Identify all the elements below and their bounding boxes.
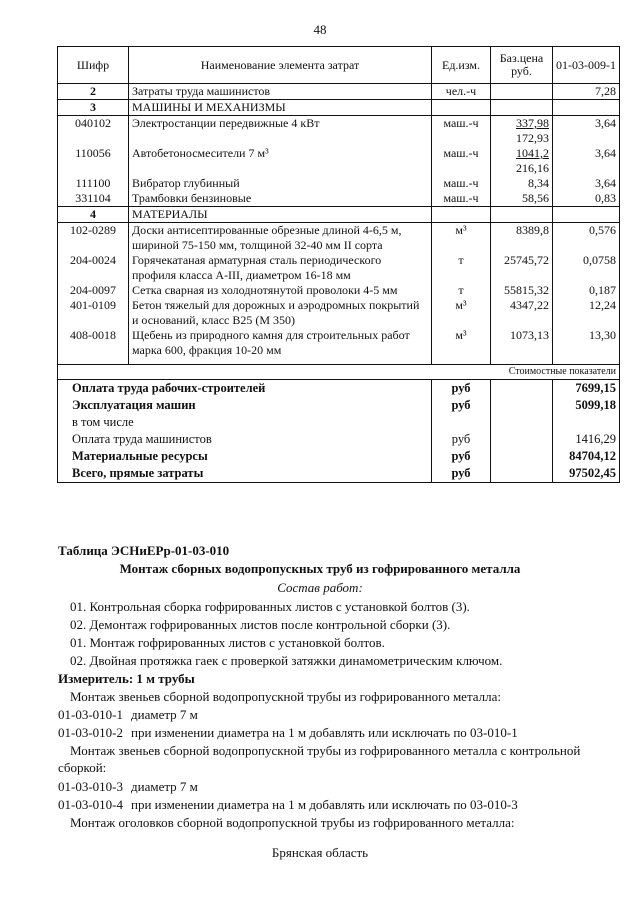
row-unit: маш.-ч [432, 176, 491, 191]
row-price [491, 146, 553, 176]
row-name: Электростанции передвижные 4 кВт [129, 116, 432, 147]
item-text: при изменении диаметра на 1 м добавлять или исключать по 03-010-3 [131, 797, 518, 812]
section-subtitle: Состав работ: [277, 580, 363, 595]
empty-cell [432, 100, 491, 116]
cost-indicators-label: Стоимостные показатели [58, 364, 620, 379]
row-name: Трамбовки бензиновые [129, 191, 432, 207]
cost-indicators-row [58, 364, 620, 379]
price-secondary: 172,93 [516, 131, 549, 145]
empty-cell [553, 100, 620, 116]
empty-cell [491, 379, 553, 397]
summary-value: 1416,29 [553, 431, 620, 448]
row-code: 040102 [58, 116, 129, 147]
empty-cell [491, 100, 553, 116]
summary-name: Всего, прямые затраты [58, 465, 432, 483]
summary-row [58, 431, 620, 448]
row-unit: маш.-ч [432, 191, 491, 207]
row-code: 331104 [58, 191, 129, 207]
section-machines-row [58, 100, 620, 116]
row-code: 111100 [58, 176, 129, 191]
summary-row [58, 448, 620, 465]
row-value: 3,64 [553, 176, 620, 191]
group-heading-cont: сборкой: [58, 760, 107, 775]
measure-unit: Измеритель: 1 м трубы [58, 671, 195, 686]
row-price: 8,34 [491, 176, 553, 191]
section-name: МАШИНЫ И МЕХАНИЗМЫ [129, 100, 432, 116]
empty-cell [491, 465, 553, 483]
work-item: 01. Монтаж гофрированных листов с установкой болтов. [70, 635, 385, 650]
work-item: 01. Контрольная сборка гофрированных листов с установкой болтов (3). [70, 599, 470, 614]
work-item: 02. Демонтаж гофрированных листов после контрольной сборки (3). [70, 617, 451, 632]
row-value: 13,30 [553, 328, 620, 358]
item-code: 01-03-010-3 [58, 779, 123, 794]
summary-value: 5099,18 [553, 397, 620, 414]
row-price: 25745,72 [491, 253, 553, 283]
empty-cell [553, 207, 620, 223]
price-main: 337,98 [516, 116, 549, 130]
summary-value: 7699,15 [553, 379, 620, 397]
item-text: при изменении диаметра на 1 м добавлять или исключать по 03-010-1 [131, 725, 518, 740]
row-name: Вибратор глубинный [129, 176, 432, 191]
group-heading: Монтаж оголовков сборной водопропускной трубы из гофрированного металла: [70, 815, 515, 830]
row-unit: маш.-ч [432, 146, 491, 176]
row-name: Автобетоносмесители 7 м³ [129, 146, 432, 176]
summary-unit: руб [432, 431, 491, 448]
empty-cell [491, 397, 553, 414]
row-code: 204-0097 [58, 283, 129, 298]
summary-value: 97502,45 [553, 465, 620, 483]
table-row-labor [58, 84, 620, 100]
summary-unit [432, 414, 491, 431]
row-code: 2 [58, 84, 129, 100]
summary-row [58, 414, 620, 431]
row-price: 8389,8 [491, 223, 553, 254]
row-price: 4347,22 [491, 298, 553, 328]
row-name: Щебень из природного камня для строительных работ марка 600, фракция 10-20 мм [129, 328, 432, 358]
row-code: 102-0289 [58, 223, 129, 254]
summary-name: Оплата труда машинистов [58, 431, 432, 448]
row-value: 0,0758 [553, 253, 620, 283]
table-header-row [58, 47, 620, 84]
row-code: 204-0024 [58, 253, 129, 283]
row-value: 0,576 [553, 223, 620, 254]
table-row [58, 191, 620, 207]
row-unit: т [432, 283, 491, 298]
row-unit: маш.-ч [432, 116, 491, 147]
summary-unit: руб [432, 448, 491, 465]
row-price [491, 116, 553, 147]
summary-value [553, 414, 620, 431]
summary-name: Материальные ресурсы [58, 448, 432, 465]
section-name: МАТЕРИАЛЫ [129, 207, 432, 223]
row-unit: м³ [432, 328, 491, 358]
row-name: Горячекатаная арматурная сталь периодического профиля класса А-III, диаметром 16-18 мм [129, 253, 432, 283]
table-row [58, 328, 620, 358]
item-text: диаметр 7 м [131, 707, 198, 722]
table-row [58, 253, 620, 283]
row-code: 401-0109 [58, 298, 129, 328]
empty-cell [432, 207, 491, 223]
row-value: 12,24 [553, 298, 620, 328]
summary-row [58, 465, 620, 483]
item-text: диаметр 7 м [131, 779, 198, 794]
row-price: 1073,13 [491, 328, 553, 358]
row-name: Доски антисептированные обрезные длиной 4-6,5 м, шириной 75-150 мм, толщиной 32-40 мм II сорта [129, 223, 432, 254]
table-row [58, 223, 620, 254]
cost-table [57, 46, 620, 483]
summary-unit: руб [432, 397, 491, 414]
header-name: Наименование элемента затрат [129, 47, 432, 84]
row-name: Бетон тяжелый для дорожных и аэродромных покрытий и оснований, класс В25 (М 350) [129, 298, 432, 328]
item-code: 01-03-010-1 [58, 707, 123, 722]
price-secondary: 216,16 [516, 161, 549, 175]
section-title: Монтаж сборных водопропускных труб из гофрированного металла [119, 561, 521, 576]
summary-name: Оплата труда рабочих-строителей [58, 379, 432, 397]
row-unit: м³ [432, 223, 491, 254]
section-code: 4 [58, 207, 129, 223]
empty-cell [491, 431, 553, 448]
header-value: 01-03-009-1 [553, 47, 620, 84]
item-code: 01-03-010-4 [58, 797, 123, 812]
empty-cell [491, 207, 553, 223]
row-unit: т [432, 253, 491, 283]
row-price: 55815,32 [491, 283, 553, 298]
header-price: Баз.цена руб. [491, 47, 553, 84]
empty-cell [491, 448, 553, 465]
row-name: Сетка сварная из холоднотянутой проволоки 4-5 мм [129, 283, 432, 298]
table-id: Таблица ЭСНиЕРр-01-03-010 [58, 543, 230, 558]
group-heading: Монтаж звеньев сборной водопропускной трубы из гофрированного металла: [70, 689, 502, 704]
row-code: 408-0018 [58, 328, 129, 358]
row-price: 58,56 [491, 191, 553, 207]
summary-unit: руб [432, 379, 491, 397]
page-number: 48 [313, 22, 327, 37]
footer-region: Брянская область [271, 845, 369, 860]
row-value: 3,64 [553, 146, 620, 176]
empty-cell [491, 414, 553, 431]
row-price [491, 84, 553, 100]
work-item: 02. Двойная протяжка гаек с проверкой затяжки динамометрическим ключом. [70, 653, 503, 668]
summary-name: Эксплуатация машин [58, 397, 432, 414]
row-value: 0,187 [553, 283, 620, 298]
section-materials-row [58, 207, 620, 223]
row-value: 3,64 [553, 116, 620, 147]
table-row [58, 146, 620, 176]
price-main: 1041,2 [516, 146, 549, 160]
row-name: Затраты труда машинистов [129, 84, 432, 100]
table-row [58, 116, 620, 147]
row-code: 110056 [58, 146, 129, 176]
header-code: Шифр [58, 47, 129, 84]
table-row [58, 298, 620, 328]
group-heading: Монтаж звеньев сборной водопропускной трубы из гофрированного металла с контрольной [70, 743, 581, 758]
row-value: 0,83 [553, 191, 620, 207]
item-code: 01-03-010-2 [58, 725, 123, 740]
table-row [58, 283, 620, 298]
summary-name: в том числе [58, 414, 432, 431]
section-code: 3 [58, 100, 129, 116]
row-value: 7,28 [553, 84, 620, 100]
summary-unit: руб [432, 465, 491, 483]
header-unit: Ед.изм. [432, 47, 491, 84]
summary-row [58, 379, 620, 397]
row-unit: м³ [432, 298, 491, 328]
summary-value: 84704,12 [553, 448, 620, 465]
table-row [58, 176, 620, 191]
row-unit: чел.-ч [432, 84, 491, 100]
summary-row [58, 397, 620, 414]
